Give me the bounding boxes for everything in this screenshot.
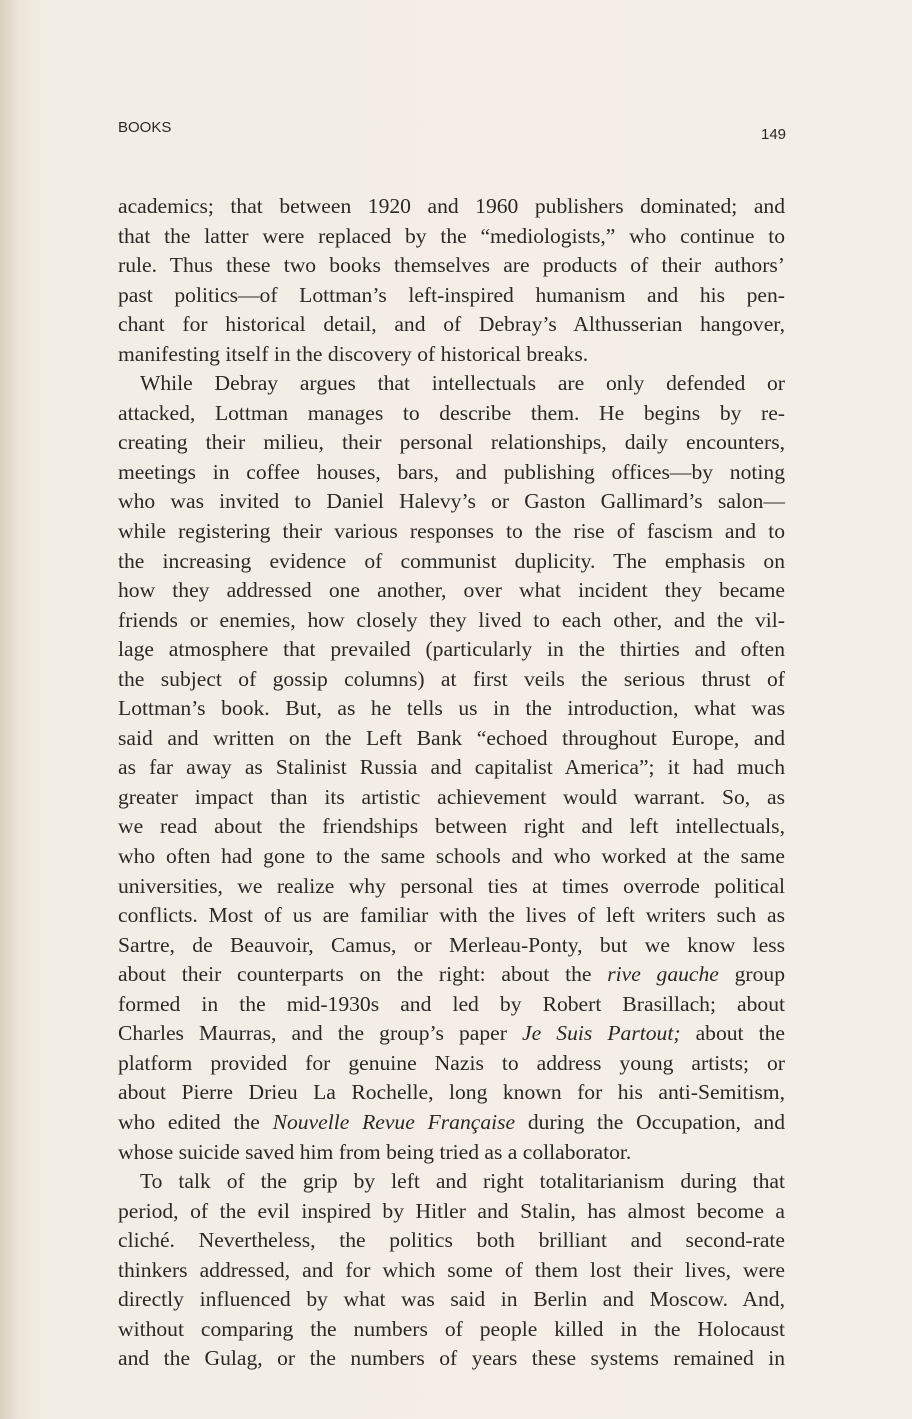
text-segment: cliché. Nevertheless, the politics both brilliant and second-rate [118,1228,785,1253]
text-segment: creating their milieu, their personal relationships, daily encounters, [118,430,785,455]
text-segment: greater impact than its artistic achievement would warrant. So, as [118,784,785,809]
text-segment: who often had gone to the same schools and who worked at the same [118,844,785,869]
text-line [118,576,785,606]
text-line [118,1226,785,1256]
text-segment: Lottman’s book. But, as he tells us in the introduction, what was [118,696,785,721]
text-line [118,635,785,665]
text-segment: period, of the evil inspired by Hitler and Stalin, has almost become a [118,1198,785,1223]
text-line [118,192,785,222]
text-segment: we read about the friendships between right and left intellectuals, [118,814,785,839]
text-segment: and the Gulag, or the numbers of years these systems remained in [118,1346,785,1371]
text-line [118,901,785,931]
text-segment: the increasing evidence of communist duplicity. The emphasis on [118,548,785,573]
text-line [118,812,785,842]
text-line [118,842,785,872]
text-line [118,517,785,547]
text-line [118,399,785,429]
text-line [118,606,785,636]
text-segment: past politics—of Lottman’s left-inspired humanism and his pen- [118,282,785,307]
text-segment: universities, we realize why personal ties at times overrode political [118,873,785,898]
text-line [118,369,785,399]
text-segment: directly influenced by what was said in Berlin and Moscow. And, [118,1287,785,1312]
text-line [118,310,785,340]
text-segment: platform provided for genuine Nazis to address young artists; or [118,1050,785,1075]
text-segment: who edited the [118,1109,273,1134]
text-line [118,990,785,1020]
text-segment: while registering their various responses to the rise of fascism and to [118,519,785,544]
text-segment: said and written on the Left Bank “echoed throughout Europe, and [118,725,785,750]
text-segment: conflicts. Most of us are familiar with the lives of left writers such as [118,903,785,928]
italic-title: Je Suis Partout; [522,1021,681,1046]
text-segment: While Debray argues that intellectuals are only defended or [140,371,785,396]
text-segment: lage atmosphere that prevailed (particularly in the thirties and often [118,637,785,662]
text-line [118,340,785,370]
text-line [118,428,785,458]
text-segment: group [718,962,786,987]
text-segment: without comparing the numbers of people killed in the Holocaust [118,1316,785,1341]
text-line [118,783,785,813]
text-segment: who was invited to Daniel Halevy’s or Gaston Gallimard’s salon— [118,489,785,514]
text-segment: the subject of gossip columns) at first veils the serious thrust of [118,666,785,691]
text-line [118,547,785,577]
text-line [118,251,785,281]
text-segment: manifesting itself in the discovery of historical breaks. [118,341,589,366]
text-line [118,222,785,252]
text-segment: whose suicide saved him from being tried as a collaborator. [118,1139,632,1164]
text-segment: meetings in coffee houses, bars, and publishing offices—by noting [118,459,785,484]
text-line [118,872,785,902]
text-line [118,1019,785,1049]
text-line [118,1285,785,1315]
italic-title: Nouvelle Revue Française [272,1109,516,1134]
text-segment: To talk of the grip by left and right totalitarianism during that [140,1169,785,1194]
text-line [118,1315,785,1345]
text-segment: rule. Thus these two books themselves are products of their authors’ [118,253,785,278]
text-line [118,1344,785,1374]
text-segment: academics; that between 1920 and 1960 publishers dominated; and [118,194,785,218]
text-segment: chant for historical detail, and of Debray’s Althusserian hangover, [118,312,785,337]
text-line [118,694,785,724]
italic-title: rive gauche [607,962,719,987]
text-line [118,665,785,695]
text-line [118,1108,785,1138]
text-line [118,281,785,311]
text-line [118,1049,785,1079]
text-line [118,753,785,783]
text-segment: thinkers addressed, and for which some of them lost their lives, were [118,1257,785,1282]
text-segment: about the [680,1021,786,1046]
text-line [118,960,785,990]
text-line [118,724,785,754]
text-line [118,1138,785,1168]
text-segment: about Pierre Drieu La Rochelle, long known for his anti-Semitism, [118,1080,785,1105]
text-line [118,931,785,961]
text-line [118,1197,785,1227]
text-segment: Sartre, de Beauvoir, Camus, or Merleau-Ponty, but we know less [118,932,785,957]
body-text [118,192,785,1374]
text-line [118,1256,785,1286]
text-segment: as far away as Stalinist Russia and capitalist America”; it had much [118,755,785,780]
text-segment: how they addressed one another, over what incident they became [118,578,785,603]
text-segment: about their counterparts on the right: about the [118,962,608,987]
text-line [118,458,785,488]
text-segment: friends or enemies, how closely they lived to each other, and the vil- [118,607,785,632]
text-segment: that the latter were replaced by the “mediologists,” who continue to [118,223,785,248]
text-line [118,487,785,517]
text-segment: during the Occupation, and [515,1109,785,1134]
text-segment: attacked, Lottman manages to describe them. He begins by re- [118,400,785,425]
text-segment: formed in the mid-1930s and led by Robert Brasillach; about [118,991,785,1016]
running-head: BOOKS [118,119,172,136]
text-line [118,1078,785,1108]
page-number: 149 [761,126,787,143]
text-segment: Charles Maurras, and the group’s paper [118,1021,523,1046]
text-line [118,1167,785,1197]
